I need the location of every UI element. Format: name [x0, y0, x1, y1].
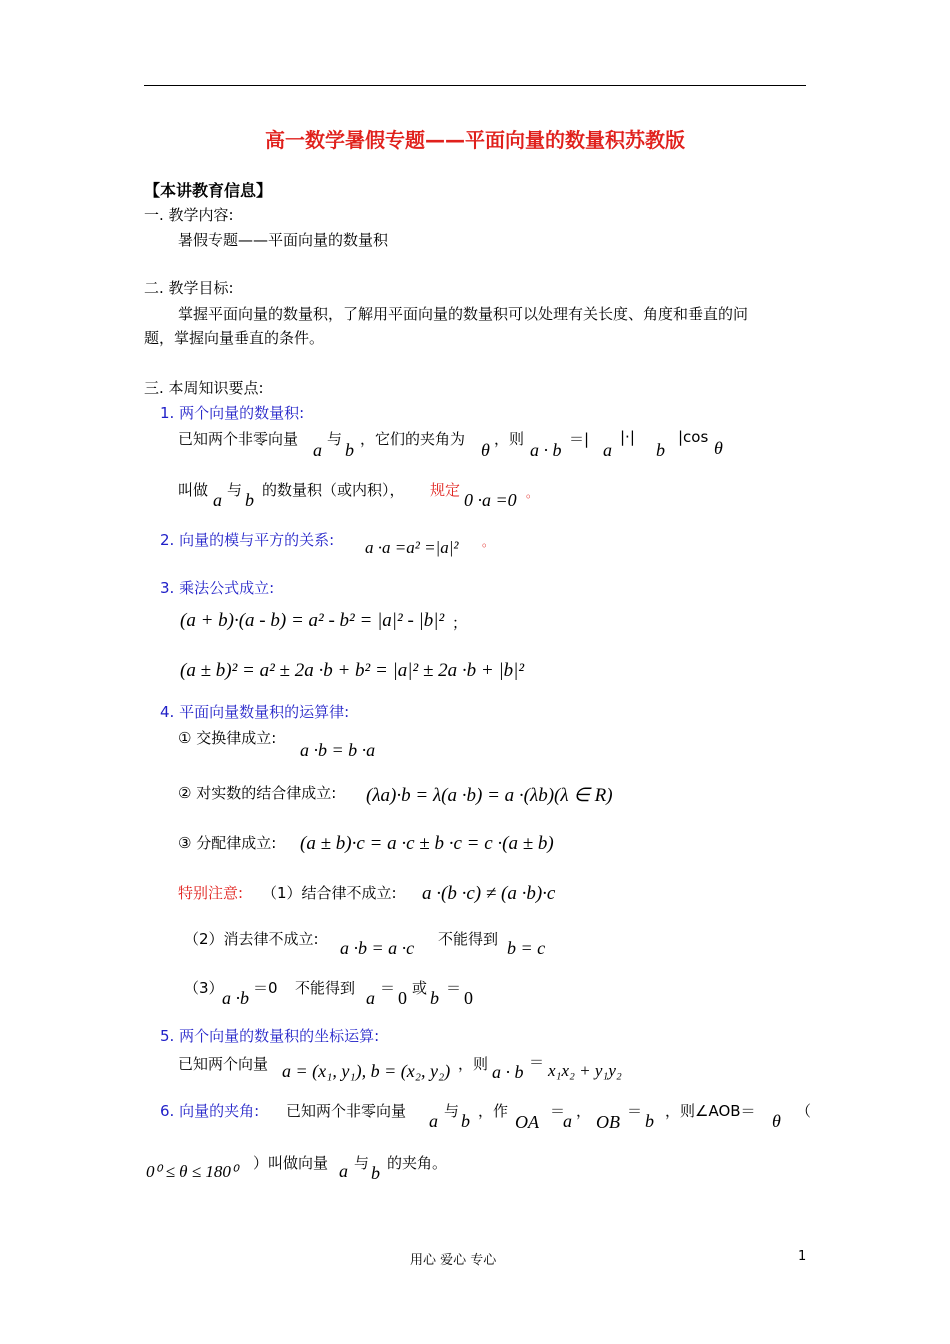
k5-ze: ，则	[458, 1055, 489, 1073]
k1-line1-b2: b	[656, 440, 665, 460]
section-1-heading: 一. 教学内容:	[144, 206, 234, 224]
k1-line2-mid: 的数量积（或内积），	[262, 481, 405, 499]
k4-note3-b: b	[430, 988, 439, 1008]
k1-title: 1. 两个向量的数量积:	[160, 404, 305, 422]
page-number: 1	[798, 1249, 807, 1264]
k4-rule1-label: ① 交换律成立:	[178, 729, 277, 747]
section-2-heading: 二. 教学目标:	[144, 279, 234, 297]
section-3-heading: 三. 本周知识要点:	[144, 379, 264, 397]
k1-line2-a: a	[213, 490, 222, 510]
k4-note3-a: a	[366, 988, 375, 1008]
k3-formula-1: (a + b)·(a - b) = a² - b² = |a|² - |b|²	[180, 610, 445, 631]
header-rule	[144, 85, 806, 86]
k6-eq1: ＝	[550, 1102, 566, 1120]
k1-line1-b: b	[345, 440, 354, 460]
k6-line2-a: a	[339, 1161, 348, 1181]
k5-result: x₁x₂ + y₁y₂	[548, 1061, 622, 1080]
k3-formula-1-end: ；	[452, 614, 468, 632]
k1-line2-b: b	[245, 490, 254, 510]
k5-formula: a = (x₁, y₁), b = (x₂, y₂)	[282, 1061, 451, 1081]
section-2-body-line2: 题，掌握向量垂直的条件。	[144, 329, 325, 347]
k1-line1-mid: ，它们的夹角为	[360, 430, 466, 448]
k2-end: 。	[482, 535, 495, 549]
k6-zuo: ，作	[478, 1102, 509, 1120]
k1-line1-a: a	[313, 440, 322, 460]
k1-line1-theta: θ	[481, 440, 490, 460]
k4-note2-formula: a ·b = a ·c	[340, 938, 415, 958]
k5-eq: ＝	[529, 1053, 545, 1071]
k1-line1-eq: ＝|	[569, 430, 590, 448]
k6-ob: OB	[596, 1112, 620, 1132]
k6-and: 与	[444, 1102, 460, 1120]
k1-line2-rule: 规定	[430, 481, 461, 499]
k1-line1-formula: a · b	[530, 440, 562, 460]
k4-note-label: 特别注意:	[178, 884, 244, 902]
footer-slogan: 用心 爱心 专心	[410, 1253, 497, 1268]
k3-title: 3. 乘法公式成立:	[160, 579, 275, 597]
page-title: 高一数学暑假专题——平面向量的数量积苏教版	[265, 128, 685, 152]
k6-b: b	[461, 1111, 470, 1131]
k4-rule2-formula: (λa)·b = λ(a ·b) = a ·(λb)(λ ∈ R)	[366, 785, 613, 806]
k4-note1-formula: a ·(b ·c) ≠ (a ·b)·c	[422, 883, 556, 904]
k4-note3-zero2: 0	[464, 988, 473, 1008]
k6-eq2: ＝	[627, 1102, 643, 1120]
k2-title: 2. 向量的模与平方的关系:	[160, 531, 335, 549]
k1-line1-ze: ，则	[494, 430, 525, 448]
k6-a: a	[429, 1111, 438, 1131]
k6-range: 0⁰ ≤ θ ≤ 180⁰	[146, 1162, 238, 1181]
k6-title: 6. 向量的夹角:	[160, 1102, 260, 1120]
k6-then: ，则∠AOB＝	[665, 1102, 756, 1120]
k6-oa: OA	[515, 1112, 539, 1132]
k1-line2-end: 。	[526, 486, 539, 500]
k1-line2-formula: 0 ·a =0	[464, 490, 517, 510]
k6-line2-and: 与	[354, 1154, 370, 1172]
k6-paren: （	[796, 1102, 812, 1120]
section-2-body-line1: 掌握平面向量的数量积，了解用平面向量的数量积可以处理有关长度、角度和垂直的问	[178, 305, 749, 323]
k6-text: 已知两个非零向量	[286, 1102, 407, 1120]
k4-note3-zero: 0	[398, 988, 407, 1008]
k4-rule1-formula: a ·b = b ·a	[300, 740, 376, 760]
k4-title: 4. 平面向量数量积的运算律:	[160, 703, 350, 721]
k4-note3-eq: ＝0	[253, 979, 278, 997]
k4-rule3-label: ③ 分配律成立:	[178, 834, 277, 852]
k4-rule3-formula: (a ± b)·c = a ·c ± b ·c = c ·(a ± b)	[300, 833, 554, 854]
k4-note3-or: 或	[412, 979, 428, 997]
k5-text: 已知两个向量	[178, 1055, 269, 1073]
k4-note2-result: b = c	[507, 938, 546, 958]
k6-comma: ，	[576, 1102, 592, 1120]
k4-note3-eq2: ＝	[380, 979, 396, 997]
k6-line2-end: 的夹角。	[387, 1154, 448, 1172]
k1-line1-cos: |cos	[678, 428, 709, 446]
k6-b2: b	[645, 1111, 654, 1131]
section-1-body: 暑假专题——平面向量的数量积	[178, 231, 389, 249]
k1-line2-text: 叫做	[178, 481, 209, 499]
k3-formula-2: (a ± b)² = a² ± 2a ·b + b² = |a|² ± 2a ·b + |b|²	[180, 660, 525, 681]
k4-note1-text: （1）结合律不成立:	[262, 884, 397, 902]
k6-line2-b: b	[371, 1163, 380, 1183]
k1-line1-and: 与	[327, 430, 343, 448]
k1-line1-text: 已知两个非零向量	[178, 430, 299, 448]
k4-note3-mid: 不能得到	[295, 979, 356, 997]
k6-theta: θ	[772, 1111, 781, 1131]
k5-title: 5. 两个向量的数量积的坐标运算:	[160, 1027, 380, 1045]
k4-note2-mid: 不能得到	[438, 930, 499, 948]
k4-rule2-label: ② 对实数的结合律成立:	[178, 784, 337, 802]
k1-line1-theta2: θ	[714, 438, 723, 458]
info-heading: 【本讲教育信息】	[144, 181, 273, 200]
k6-line2-text: ）叫做向量	[253, 1154, 329, 1172]
k4-note3-formula: a ·b	[222, 988, 249, 1008]
k1-line2-and: 与	[227, 481, 243, 499]
k4-note3-text: （3）	[184, 979, 224, 997]
k6-a2: a	[563, 1111, 572, 1131]
k1-line1-a2: a	[603, 440, 612, 460]
k1-line1-dot: |·|	[620, 428, 635, 446]
k4-note2-text: （2）消去律不成立:	[184, 930, 319, 948]
k5-ab: a · b	[492, 1062, 524, 1082]
k2-formula: a ·a =a² =|a|²	[365, 538, 459, 557]
k4-note3-eq3: ＝	[446, 979, 462, 997]
